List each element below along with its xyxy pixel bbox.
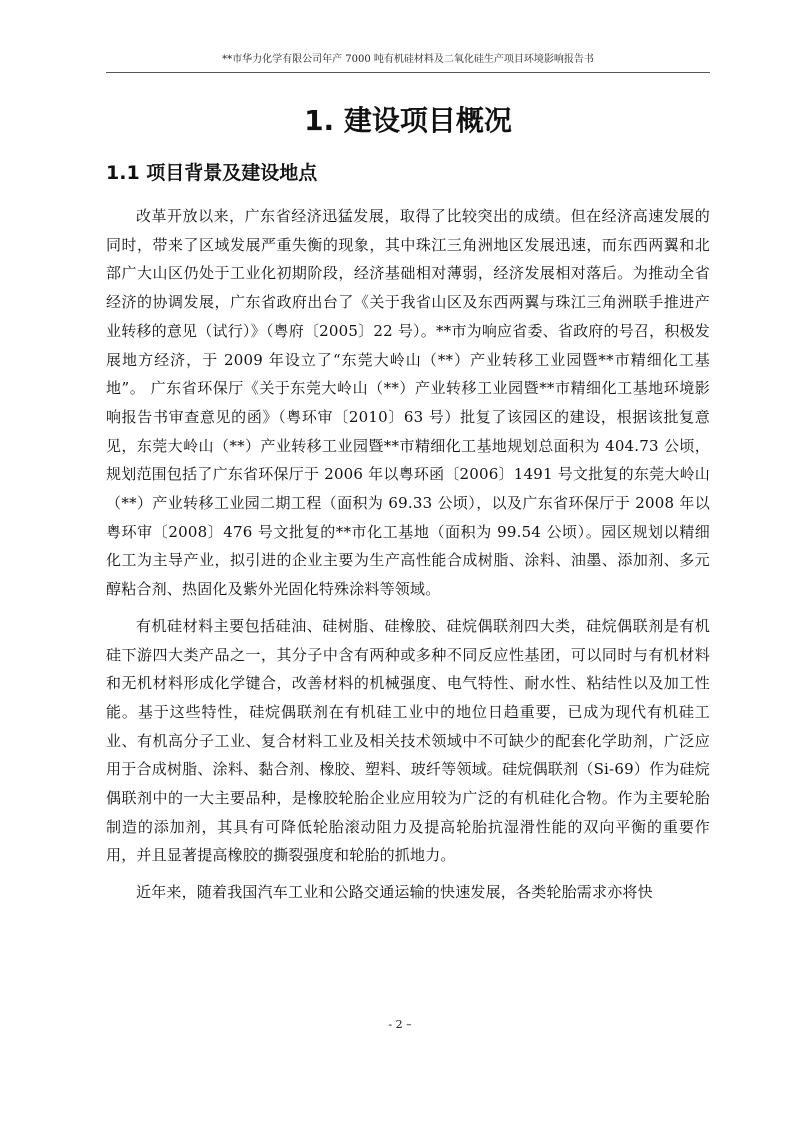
chapter-title: 1. 建设项目概况 bbox=[304, 104, 512, 137]
running-header: **市华力化学有限公司年产 7000 吨有机硅材料及二氧化硅生产项目环境影响报告书 bbox=[222, 54, 594, 65]
paragraph-recent-years: 近年来，随着我国汽车工业和公路交通运输的快速发展，各类轮胎需求亦将快 bbox=[136, 883, 653, 902]
section-title: 1.1 项目背景及建设地点 bbox=[106, 162, 318, 184]
paragraph-background: 改革开放以来，广东省经济迅猛发展，取得了比较突出的成绩。但在经济高速发展的同时，带来了区域发展严重失衡的现象，其中珠江三角洲地区发展迅速，而东西两翼和北部广大山区仍处于工业化初期阶段，经济基础相对薄弱，经济发展相对落后。为推动全省经济的协调发展，广东省政府出台了《关于我省山区及东西两翼与珠江三角洲联手推进产业转移的意见（试行）》（粤府〔2005〕22 号）。**市为响应省委、省政府的号召，积极发展地方经济，于 2009 年设立了“东莞大岭山（**）产业转移工业园暨**市精细化工基地”。 广东省环保厅《关于东莞大岭山（**）产业转移工业园暨**市精细化工基地环境影响报告书审查意见的函》（粤环审〔2010〕63 号）批复了该园区的建设，根据该批复意见，东莞大岭山（**）产业转移工业园暨**市精细化工基地规划总面积为 404.73 公顷，规划范围包括了广东省环保厅于 2006 年以粤环函〔2006〕1491 号文批复的东莞大岭山（**）产业转移工业园二期工程（面积为 69.33 公顷），以及广东省环保厅于 2008 年以粤环审〔2008〕476 号文批复的**市化工基地（面积为 99.54 公顷）。园区规划以精细化工为主导产业，拟引进的企业主要为生产高性能合成树脂、涂料、油墨、添加剂、多元醇粘合剂、热固化及紫外光固化特殊涂料等领域。 bbox=[106, 207, 710, 599]
paragraph-silicone-materials: 有机硅材料主要包括硅油、硅树脂、硅橡胶、硅烷偶联剂四大类，硅烷偶联剂是有机硅下游四大类产品之一，其分子中含有两种或多种不同反应性基团，可以同时与有机材料和无机材料形成化学键合，改善材料的机械强度、电气特性、耐水性、粘结性以及加工性能。基于这些特性，硅烷偶联剂在有机硅工业中的地位日趋重要，已成为现代有机硅工业、有机高分子工业、复合材料工业及相关技术领域中不可缺少的配套化学助剂，广泛应用于合成树脂、涂料、黏合剂、橡胶、塑料、玻纤等领域。硅烷偶联剂（Si-69）作为硅烷偶联剂中的一大主要品种，是橡胶轮胎企业应用较为广泛的有机硅化合物。作为主要轮胎制造的添加剂，其具有可降低轮胎滚动阻力及提高轮胎抗湿滑性能的双向平衡的重要作用，并且显著提高橡胶的撕裂强度和轮胎的抓地力。 bbox=[106, 616, 710, 865]
body-text bbox=[106, 202, 710, 915]
header-divider bbox=[106, 72, 710, 73]
page-number: - 2 – bbox=[388, 1018, 412, 1031]
